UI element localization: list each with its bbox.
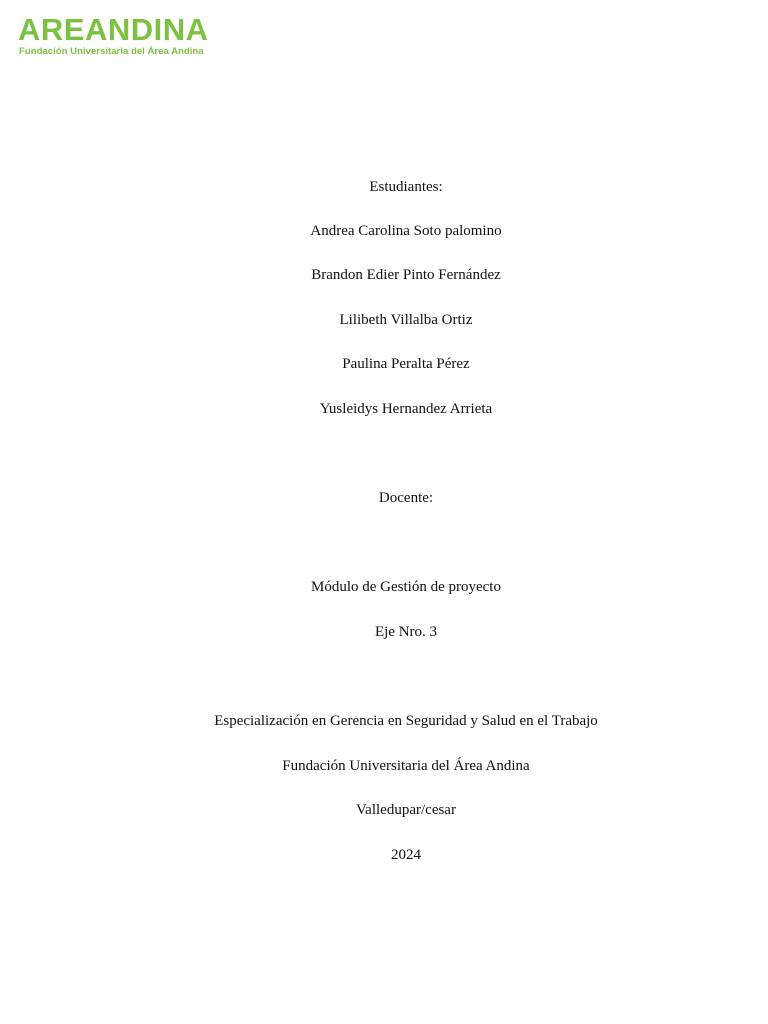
student-name: Yusleidys Hernandez Arrieta [319, 401, 493, 417]
city: Valledupar/cesar [356, 802, 456, 818]
student-name: Andrea Carolina Soto palomino [310, 223, 502, 239]
teacher-heading: Docente: [378, 490, 434, 506]
student-name: Paulina Peralta Pérez [342, 356, 470, 372]
module-title: Módulo de Gestión de proyecto [311, 579, 501, 595]
student-name: Brandon Edier Pinto Fernández [311, 267, 501, 283]
axis-number: Eje Nro. 3 [374, 624, 438, 640]
areandina-logo [18, 12, 209, 62]
students-heading: Estudiantes: [369, 179, 443, 195]
logo-wordmark: AREANDINA [18, 12, 209, 47]
specialization-name: Especialización en Gerencia en Seguridad y Salud en el Trabajo [214, 713, 598, 729]
logo-subtitle: Fundación Universitaria del Área Andina [19, 46, 204, 57]
institution-name: Fundación Universitaria del Área Andina [282, 758, 530, 774]
student-name: Lilibeth Villalba Ortiz [339, 312, 473, 328]
year: 2024 [391, 847, 421, 863]
